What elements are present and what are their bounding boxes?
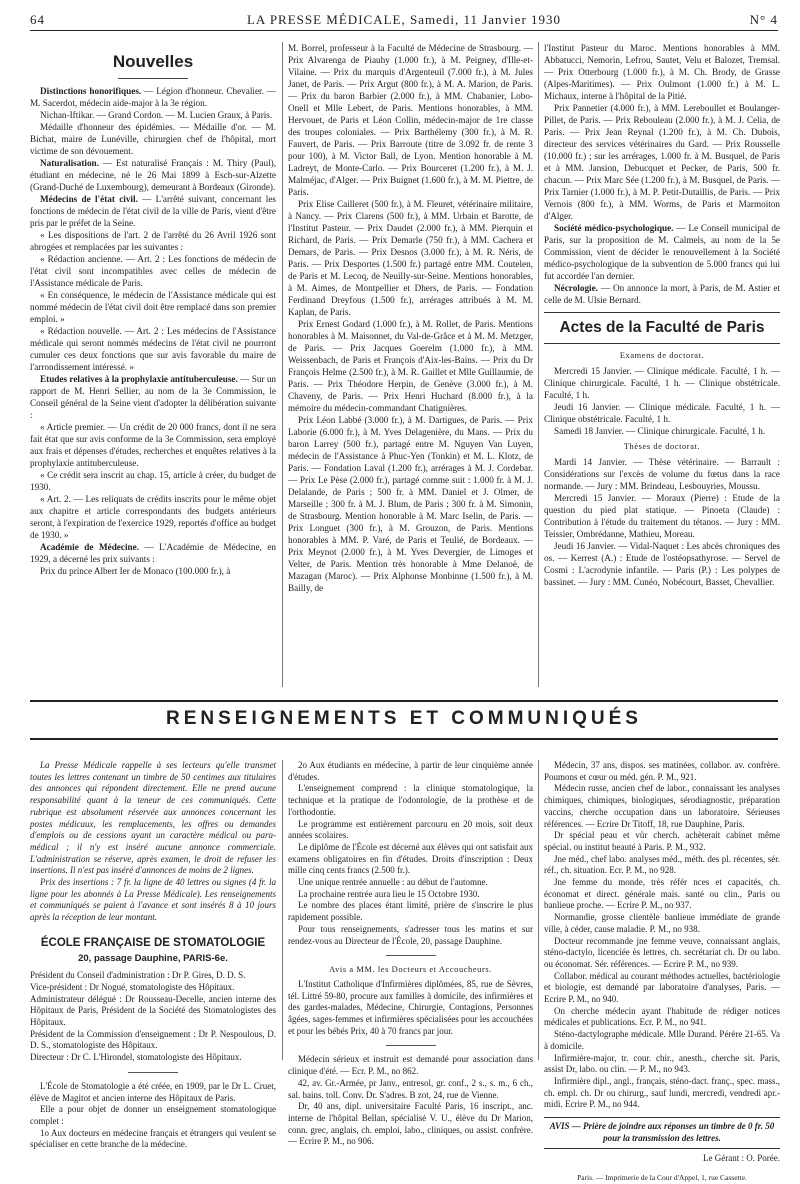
item-text: « Art. 2. — Les reliquats de crédits inscrits pour le même objet aux chapitre et article correspondants des budgets antérieurs seront, à l'expiration de l'exercice 1929, reportés d'office au budget de 1930. »: [30, 494, 276, 540]
item-text: « Rédaction nouvelle. — Art. 2 : Les médecins de l'Assistance médicale qui seront nommés médecins de l'état civil ne pourront cumuler ces deux fonctions que sur avis favorable du maire de l'arrondissement intéressé. »: [30, 326, 276, 372]
item-text: — Sur un rapport de M. Henri Sellier, au nom de la 3e Commission, le Conseil général de la Seine vient d'adopter la délibération suivante :: [30, 374, 277, 420]
classified-ad: Infirmière dipl., angl., français, sténo-dact. franç., spec. mass., ch. empl. ch. Dr ou chirurg., sauf lundi, mercredi, vendredi apr.-midi. Ecrire P. M., no 944.: [544, 1075, 780, 1110]
classified-ad: L'Institut Catholique d'Infirmières diplômées, 85, rue de Sèvres, tél. Littré 59-80, procure aux familles à domicile, des infirmières et des gardes-malades, Médecine, Chirurgie, Contagions, Personnes âgées, sages-femmes et infirmières spécialisées pour les accouchées et pour les bébés Prix, 40 à 70 francs par jour.: [288, 978, 533, 1036]
page-number: 64: [30, 12, 45, 27]
classified-ad: Jne femme du monde, très référ nces et capacités, ch. économat et direct. générale mais. santé ou clin., Paris ou banlieue proche. — Ecrire P. M., no 937.: [544, 877, 780, 911]
exam-entry: Mercredi 15 Janvier. — Clinique médicale. Faculté, 1 h. — Clinique chirurgicale. Faculté, 1 h. — Clinique obstétricale. Faculté, 1 h.: [544, 366, 780, 400]
item-head: Etudes relatives à la prophylaxie antituberculeuse.: [40, 374, 238, 384]
banner-title: RENSEIGNEMENTS ET COMMUNIQUÉS: [166, 708, 642, 729]
item-text: — On annonce la mort, à Paris, de M. Astier et celle de M. Ulsie Bernard.: [544, 283, 780, 305]
section-title-actes: Actes de la Faculté de Paris: [544, 312, 780, 344]
classified-ad: Docteur recommande jne femme veuve, connaissant anglais, sténo-dactylo, licenciée ès lettres, ch. secrétariat ch. Dr ou labo. ou économat. Sér. références. — Ecrire P. M., no 939.: [544, 935, 780, 969]
item-text: — Légion d'honneur. Chevalier. — M. Sacerdot, médecin aide-major à la 3e région.: [30, 86, 276, 108]
subsection-examens: Examens de doctorat.: [619, 351, 705, 360]
notice-text: La Presse Médicale rappelle à ses lecteurs qu'elle transmet toutes les lettres contenant un timbre de 50 centimes aux titulaires des annonces qui répondent directement. Elle ne prend aucune responsabilité quant à la teneur de ces communiqués. Cette rubrique est absolument réservée aux annonces concernant les postes médicaux, les remplacements, les offres ou demandes d'emplois ou de cessions ayant un caractère médical ou para-médical ; il n'y est inséré aucune annonce commerciale. L'administration se réserve, après examen, le droit de refuser les insertions. Il n'est pas inséré d'annonces de moins de 2 lignes.: [30, 760, 276, 876]
item-text: « Ce crédit sera inscrit au chap. 15, article à créer, du budget de 1930.: [30, 470, 276, 492]
school-text: La prochaine rentrée aura lieu le 15 Octobre 1930.: [298, 888, 480, 899]
thesis-entry: Mercredi 15 Janvier. — Moraux (Pierre) : Etude de la question du pied plat statique. — Pinoeta (Claude) : Contribution à l'étude du traitement du tétanos. — Jury : MM. Teissier, Ombrédanne, Mathieu, Moreau.: [544, 493, 780, 539]
avis-box: AVIS — Prière de joindre aux réponses un timbre de 0 fr. 50 pour la transmission des lettres.: [544, 1117, 780, 1148]
school-text: L'École de Stomatologie a été créée, en 1909, par le Dr L. Cruet, élève de Magitot et ancien interne des Hôpitaux de Paris.: [30, 1080, 276, 1103]
section-title-nouvelles: Nouvelles: [112, 52, 194, 71]
item-head: Société médico-psychologique.: [554, 223, 674, 233]
column-divider: [282, 42, 283, 687]
classified-ad: Médecin russe, ancien chef de labor., connaissant les analyses chimiques, chimiques, biologiques, sérodiagnostic, préparation vaccins, cherche occupation dans un laboratoire. Sérieuses références. — Ecrire Dr Titoff, 18, rue Dauphine, Paris.: [544, 783, 780, 829]
running-head: [30, 10, 778, 31]
news-column-1: [30, 42, 276, 687]
item-text: l'Institut Pasteur du Maroc. Mentions honorables à MM. Abbatucci, Nemorin, Lefrou, Sautet, Velu et Balozet, Tremsal. — Prix Otterbourg (1.000 fr.), à M. Ch. Brody, de Grasse (Alpes-Maritimes). — Prix Oulmont (1.000 fr.) à M. L. Michaux, interne à l'hôpital de la Pitié.: [544, 43, 780, 101]
classifieds-column-3: [544, 760, 780, 1183]
banner-rule-top: [30, 700, 778, 702]
divider: [386, 955, 436, 956]
classified-ad: Dr, 40 ans, dipl. universitaire Faculté Paris, 16 inscript., anc. interne de l'hôpital Bellan, spécialisé V. U., élève du Dr Marion, conn. grec, anglais, ch. emploi, labo., cliniques, ou assist. confrère. — Ecrire P. M., no 906.: [288, 1101, 533, 1147]
classified-ad: Collabor. médical au courant méthodes actuelles, bactériologie et biologie, est demandé par laboratoire d'analyses, Paris. — Ecrire P. M., no 940.: [544, 970, 780, 1005]
item-text: Nichan-Iftikar. — Grand Cordon. — M. Lucien Graux, à Paris.: [40, 110, 273, 120]
subsection-theses: Thèses de doctorat.: [623, 442, 701, 451]
classified-ad: Sténo-dactylographe médicale. Mlle Durand. Pérère 21-65. Va à domicile.: [544, 1029, 780, 1051]
classified-ad: Infirmière-major, tr. cour. chir., anesth., cherche sit. Paris, assist Dr, labo. ou clin. — P. M., no 943.: [544, 1052, 780, 1075]
school-text: Pour tous renseignements, s'adresser tous les matins et sur rendez-vous au Directeur de l'École, 20, passage Dauphine.: [288, 923, 533, 946]
classified-ad: Médecin sérieux et instruit est demandé pour association dans clinique d'été. — Ecr. P. M., no 862.: [288, 1054, 533, 1077]
item-text: « Article premier. — Un crédit de 20 000 francs, dont il ne sera fait état que sur avis conforme de la 3e Commission, sera employé aux frais et dépenses d'études, recherches et enquêtes relatives à la prophylaxie antituberculeuse.: [30, 422, 276, 468]
school-title: ÉCOLE FRANÇAISE DE STOMATOLOGIE: [40, 936, 266, 949]
item-text: M. Borrel, professeur à la Faculté de Médecine de Strasbourg. — Prix Alvarenga de Piauhy (1.000 fr.), à M. Peigney, d'Ille-et-Vilaine. — Prix du marquis d'Argenteuil (7.000 fr.), à M. Jules Janet, de Paris. — Prix Argut (800 fr.), à M. A. Marion, de Paris. — Prix du baron Barbier (2.000 fr.), à MM. Chabanier, Lobo-Onell et Mlle Lebert, de Paris. Mentions honorables, à MM. Hervouet, de Paris et Léon Collin, médecin-major de 1re classe des troupes coloniales. — Prix Barthélemy (300 fr.), à M. R. Fauvert, de Paris. — Prix Barroute (titre de 3.092 fr. de rente 3 pour 100), à M. Victor Ball, de Lyon. Mention honorable à M. Ladreyt, de Monte-Carlo. — Prix Bourceret (1.200 fr.), à M. J. Malméjac, d'Alger. — Prix Buignet (1.600 fr.), à M. M. Piettre, de Paris.: [288, 43, 533, 197]
classified-ad: Jne méd., chef labo. analyses méd., méth. des pl. récentes, sér. réf., ch. situation. Ecr. P. M., no 928.: [544, 853, 780, 876]
item-text: Médaille d'honneur des épidémies. — Médaille d'or. — M. Bichat, maire de Lunéville, chirurgien chef de l'hôpital, mort victime de son dévouement.: [30, 122, 276, 156]
banner-rule-bottom: [30, 738, 778, 740]
staff-line: Président de la Commission d'enseignement : Dr P. Nespoulous, D. D. S., stomatologiste des Hôpitaux.: [30, 1028, 276, 1051]
gerant-line: Le Gérant : O. Porée.: [703, 1152, 780, 1163]
staff-line: Administrateur délégué : Dr Rousseau-Decelle, ancien interne des Hôpitaux de Paris, Président de la Société des Stomatologistes des Hôpitaux.: [30, 993, 276, 1028]
column-divider: [538, 760, 539, 1060]
item-head: Médecins de l'état civil.: [40, 194, 138, 204]
school-text: Elle a pour objet de donner un enseignement stomatologique complet :: [30, 1104, 276, 1126]
item-head: Nécrologie.: [554, 283, 598, 293]
exam-entry: Jeudi 16 Janvier. — Clinique médicale. Faculté, 1 h. — Clinique obstétricale. Faculté, 1 h.: [544, 402, 780, 424]
school-text: Une unique rentrée annuelle : au début de l'automne.: [298, 877, 488, 888]
classified-ad: Normandie, grosse clientèle banlieue immédiate de grande ville, à céder, cause maladie. P. M., no 938.: [544, 912, 780, 934]
item-text: Prix Pannetier (4.000 fr.), à MM. Lereboullet et Boulanger-Pillet, de Paris. — Prix Rebouleau (2.000 fr.), à M. J. Celia, de Paris. — Prix Jean Reynal (1.200 fr.), à M. Ch. Dubois, directeur des services vétérinaires du Gard. — Prix Rousselle (10.000 fr.) ; sur les arrérages, 1.000 fr. à M. Busquel, de Paris et à MM. Jansion, Debucquet et Pecker, de Paris, 500 fr. chacun. — Prix Marc Sée (1.200 fr.), à M. Busquel, de Paris. — Prix Tarnier (1.000 fr.), à M. P. Petit-Dutaillis, de Paris. — Prix Vernois (800 fr.), à MM. Worms, de Paris et Marmoiton d'Alger.: [544, 103, 780, 221]
title-rule: [118, 78, 188, 79]
staff-line: Président du Conseil d'administration : Dr P. Gires, D. D. S.: [30, 970, 246, 981]
item-text: « Rédaction ancienne. — Art. 2 : Les fonctions de médecin de l'état civil sont incompatibles avec celles de médecin de l'Assistance médicale de Paris.: [30, 254, 276, 288]
school-address: 20, passage Dauphine, PARIS-6e.: [78, 952, 228, 964]
item-text: — L'arrêté suivant, concernant les fonctions de médecin de l'état civil de la ville de Paris, vient d'être pris par le préfet de la Seine.: [30, 194, 277, 228]
printer-line: Paris. — Imprimerie de la Cour d'Appel, 1, rue Cassette.: [577, 1173, 747, 1183]
classified-ad: 42, av. Gr.-Armée, pr Janv., entresol, gr. conf., 2 s., s. m., 6 ch., sal. bains. toll. Conv. Dr. S'adres. B zot, 24, rue de Vienne.: [288, 1077, 533, 1100]
school-text: 1o Aux docteurs en médecine français et étrangers qui veulent se spécialiser en cette branche de la médecine.: [30, 1127, 276, 1150]
classifieds-column-2: [288, 760, 533, 1147]
staff-line: Vice-président : Dr Nogué, stomatologiste des Hôpitaux.: [30, 981, 235, 992]
school-text: 2o Aux étudiants en médecine, à partir de leur cinquième année d'études.: [288, 760, 533, 782]
item-head: Académie de Médecine.: [40, 542, 139, 552]
journal-title: LA PRESSE MÉDICALE, Samedi, 11 Janvier 1930: [246, 12, 562, 27]
item-text: Prix du prince Albert Ier de Monaco (100.000 fr.), à: [40, 566, 231, 576]
news-column-2: [288, 42, 533, 687]
column-divider: [538, 42, 539, 687]
column-divider: [282, 760, 283, 1060]
item-text: « En conséquence, le médecin de l'Assistance médicale qui est nommé médecin de l'état civil doit être remplacé dans son premier emploi. »: [30, 290, 276, 324]
item-text: « Les dispositions de l'art. 2 de l'arrêté du 26 Avril 1926 sont abrogées et remplacées par les suivantes :: [30, 230, 276, 252]
item-text: Prix Ernest Godard (1.000 fr.), à M. Rollet, de Paris. Mentions honorables à M. Maisonnet, du Val-de-Grâce et à M. M. Metzger, de Paris. — Prix Jacques Goerelm (1.000 fr.), à MM. Weissenbach, de Paris et François d'Aix-les-Bains. — Prix du Dr François Helme (2.500 fr.), à M. R. Gaillet et Mlle Guillaumie, de Paris. — Prix Théodore Herpin, de Genève (3.000 fr.), à M. Chaveny, de Paris. — Prix Henri Huchard (8.000 fr.), à la mémoire du médecin-commandant Chatignières.: [288, 319, 533, 413]
avis-title: Avis a MM. les Docteurs et Accoucheurs.: [329, 965, 492, 975]
item-text: — Est naturalisé Français : M. Thiry (Paul), étudiant en médecine, né le 26 Mai 1899 à Esch-sur-Alzette (Grand-Duché de Luxembourg), demeurant à Bordeaux (Gironde).: [30, 158, 276, 192]
exam-entry: Samedi 18 Janvier. — Clinique chirurgicale. Faculté, 1 h.: [554, 426, 766, 436]
staff-line: Directeur : Dr C. L'Hirondel, stomatologiste des Hôpitaux.: [30, 1052, 242, 1063]
item-text: — Le Conseil municipal de Paris, sur la proposition de M. Calmels, au nom de la 5e Commission, vient de décider le renouvellement à la Société médico-psychologique de la subvention de 5.000 francs qui lui fut accordée l'an dernier.: [544, 223, 781, 281]
classified-ad: On cherche médecin ayant l'habitude de rédiger notices médicales et publications. Ecr. P. M., no 941.: [544, 1005, 780, 1028]
classified-ad: Médecin, 37 ans, dispos. ses matinées, collabor. av. confrère. Poumons et cœur ou méd. gén. P. M., 921.: [544, 760, 780, 782]
divider: [386, 1045, 436, 1046]
classifieds-column-1: [30, 760, 276, 1150]
school-text: Le programme est entièrement parcouru en 20 mois, soit deux années scolaires.: [288, 818, 533, 841]
item-text: — L'Académie de Médecine, en 1929, a décerné les prix suivants :: [30, 542, 277, 564]
school-text: Le diplôme de l'École est décerné aux élèves qui ont satisfait aux examens obligatoires en fin d'études. Droits d'inscription : Deux mille cinq cents francs (2.500 fr.).: [288, 841, 533, 876]
divider: [128, 1072, 178, 1073]
item-head: Naturalisation.: [40, 158, 99, 168]
thesis-entry: Mardi 14 Janvier. — Thèse vétérinaire. — Barrault : Considérations sur l'excès de volume du fœtus dans la race normande. — Jury : MM. Brindeau, Lesbouyries, Moussu.: [544, 457, 780, 491]
item-text: Prix Elise Cailleret (500 fr.), à M. Fleuret, vétérinaire militaire, à Nancy. — Prix Clarens (500 fr.), à MM. Urbain et Barotte, de l'Institut Pasteur. — Prix Daudet (2.000 fr.), à MM. Pierquin et Richard, de Paris. — Prix Demarle (750 fr.), à MM. Cachera et Demars, de Paris. — Prix Desnos (3.000 fr.), à M. R. Néris, de Paris. — Prix Desportes (1.500 fr.) partagé entre MM. Coutelen, de Paris et M. Lecoq, de Neuilly-sur-Seine. Mentions honorables, à M. Aimes, de Montpellier et Dhers, de Paris. — Fondation Ferdinand Dreyfous (1.500 fr.), arrérages attribués à M. M. Kaplan, de Paris.: [288, 199, 533, 317]
issue-number: N° 4: [749, 12, 778, 27]
school-text: Le nombre des places étant limité, prière de s'inscrire le plus rapidement possible.: [288, 900, 533, 923]
school-text: L'enseignement comprend : la clinique stomatologique, la technique et la pratique de l'odontologie, de la prothèse et de l'orthodontie.: [288, 783, 533, 817]
thesis-entry: Jeudi 16 Janvier. — Vidal-Naquet : Les abcès chroniques des os. — Kerrest (A.) : Etude de l'ostéopsathyrose. — Servel de Cosmi : L'acrodynie infantile. — Paris (P.) : Les polypes de bassinet. — Jury : MM. Cunéo, Nobécourt, Basset, Chevallier.: [544, 541, 780, 587]
prices-text: Prix des insertions : 7 fr. la ligne de 40 lettres ou signes (4 fr. la ligne pour les abonnés à La Presse Médicale). Les renseignements et communiqués se paient à l'avance et sont insérés 8 à 10 jours après la réception de leur montant.: [30, 877, 276, 923]
item-text: Prix Léon Labbé (3.000 fr.), à M. Dartigues, de Paris. — Prix Laborie (6.000 fr.), à M. Yves Delagenière, du Mans. — Prix du baron Larrey (500 fr.), partagé entre M. Nguyen Van Luyen, médecin de l'Assistance à Phuc-Yen (Tonkin) et M. L. Klotz, de Paris. — Fondation Laval (1.200 fr.), arrérages à M. J. Cordebar. — Prix Le Pèse (2.000 fr.), partagé comme suit : 1.000 fr. à M. J. Delalande, de Paris ; 500 fr. à MM. Daniel et J. Olmer, de Marseille ; 300 fr. à M. J. Blum, de Paris ; 300 fr. à M. Simonin, de Strasbourg. Mention honorable à M. Marc Iselin, de Paris. — Prix Longuet (300 fr.), à M. Grouzon, de Paris. Mentions honorables à MM. P. Varé, de Paris et Teulié, de Bordeaux. — Prix Meynot (2.000 fr.), à M. Yves Devergier, de Limoges et Velter, de Paris. Mention très honorable à Mme Delanoë, de Mazagan (Maroc). — Prix Alphonse Monbinne (1.500 fr.), à M. Bailly, de: [288, 415, 533, 593]
news-column-3: [544, 42, 780, 687]
classified-ad: Dr spécial peau et vür cherch. achèterait cabinet même spécial. ou institut beauté à Paris. P. M., 932.: [544, 830, 780, 852]
item-head: Distinctions honorifiques.: [40, 86, 142, 96]
